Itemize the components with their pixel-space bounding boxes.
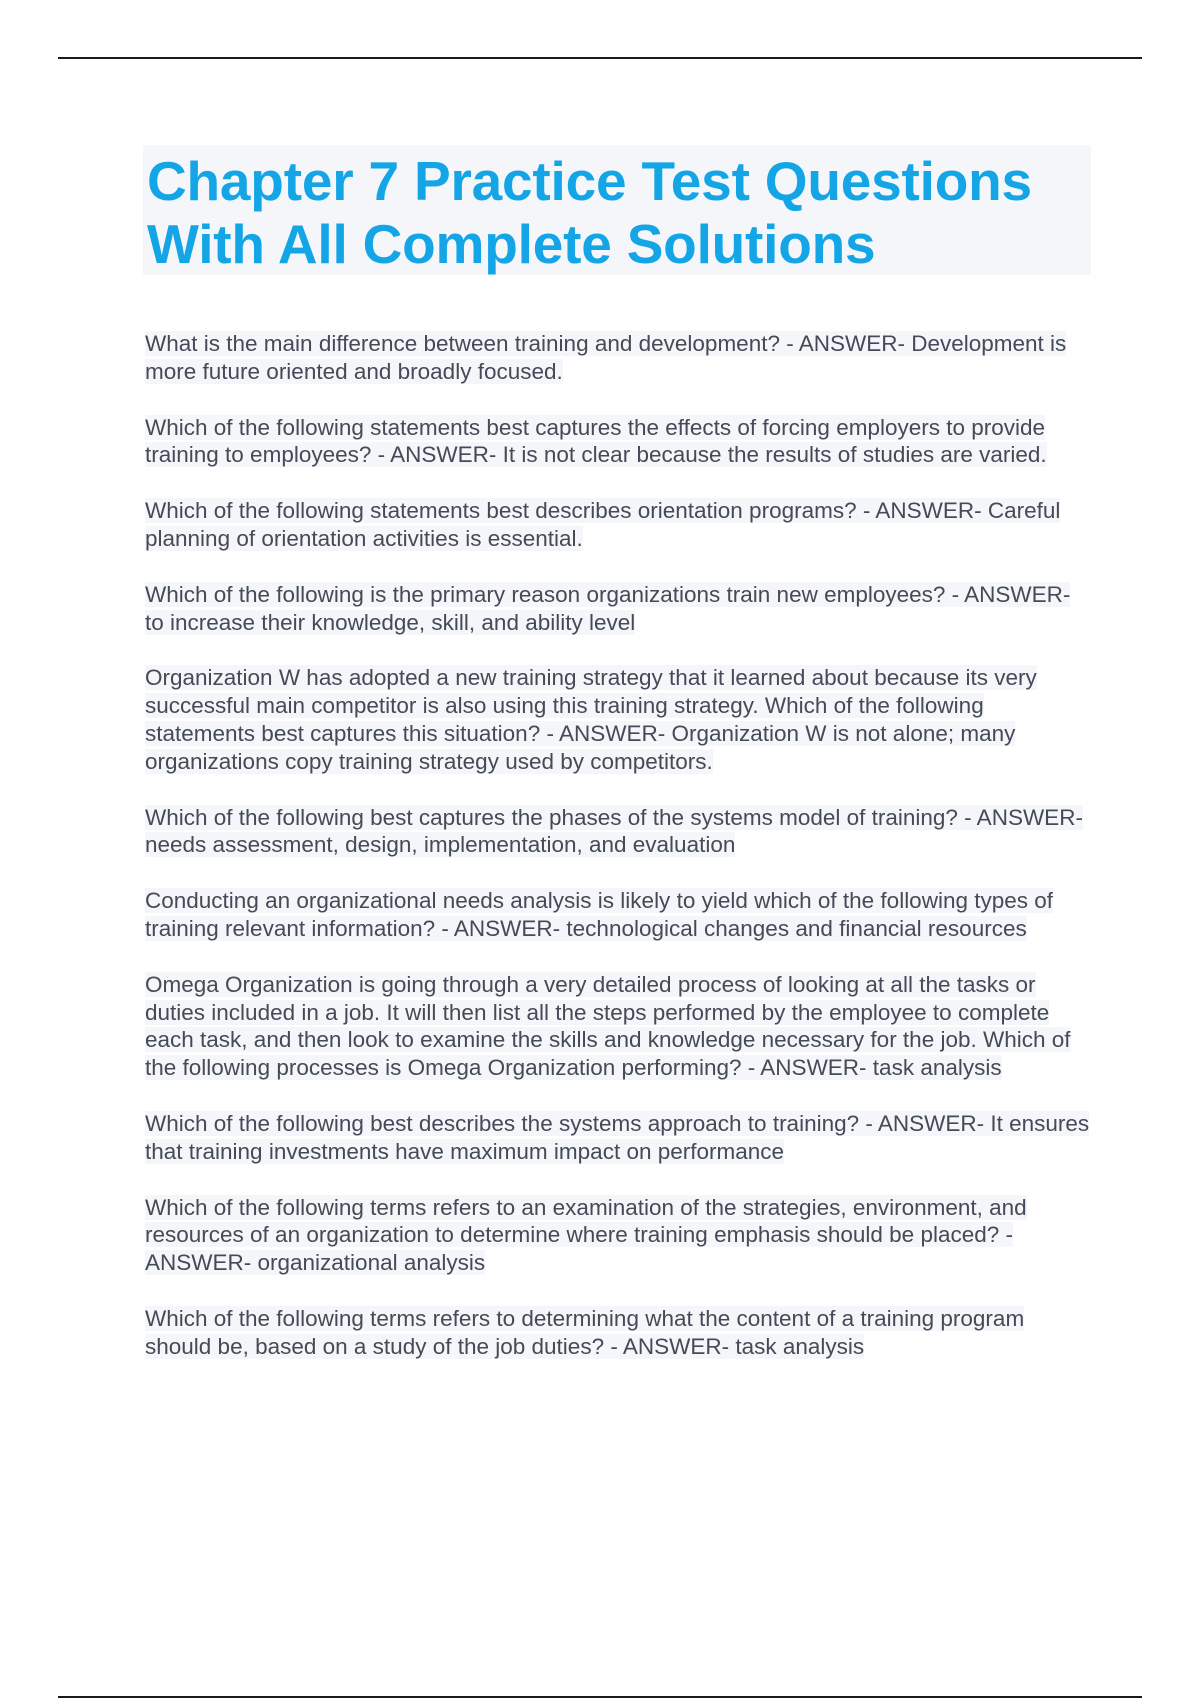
qa-item: [145, 1305, 1090, 1361]
qa-item: [145, 414, 1090, 470]
title-banner: [143, 145, 1091, 275]
qa-text: Which of the following is the primary reason organizations train new employees? - ANSWER- to increase their knowledge, skill, and ability level: [145, 581, 1071, 635]
qa-text: Which of the following statements best captures the effects of forcing employers to provide training to employees? - ANSWER- It is not clear because the results of studies are varied.: [145, 414, 1047, 468]
bottom-rule: [58, 1696, 1142, 1698]
qa-item: [145, 971, 1090, 1082]
qa-text: Which of the following terms refers to an examination of the strategies, environment, and resources of an organization to determine where training emphasis should be placed? - ANSWER- organizational analysis: [145, 1194, 1027, 1276]
qa-text: Organization W has adopted a new training strategy that it learned about because its very successful main competitor is also using this training strategy. Which of the following statements best captures this situation? - ANSWER- Organization W is not alone; many organizations copy training strategy used by competitors.: [145, 665, 1037, 774]
qa-text: Which of the following best describes the systems approach to training? - ANSWER- It ensures that training investments have maximum impact on performance: [145, 1110, 1090, 1164]
qa-text: Which of the following best captures the phases of the systems model of training? - ANSWER- needs assessment, design, implementation, and evaluation: [145, 804, 1083, 858]
qa-text: Which of the following terms refers to determining what the content of a training program should be, based on a study of the job duties? - ANSWER- task analysis: [145, 1305, 1025, 1359]
qa-text: Which of the following statements best describes orientation programs? - ANSWER- Careful planning of orientation activities is essential.: [145, 498, 1061, 551]
qa-text: Omega Organization is going through a very detailed process of looking at all the tasks or duties included in a job. It will then list all the steps performed by the employee to complete each task, and then look to examine the skills and knowledge necessary for the job. Which of the following processes is Omega Organization performing? - ANSWER- task analysis: [145, 971, 1071, 1081]
qa-text: Conducting an organizational needs analysis is likely to yield which of the following types of training relevant information? - ANSWER- technological changes and financial resources: [145, 888, 1054, 941]
qa-item: [145, 581, 1090, 637]
qa-text: What is the main difference between training and development? - ANSWER- Development is more future oriented and broadly focused.: [145, 331, 1067, 384]
document-title: [147, 150, 1087, 276]
title-line-2: With All Complete Solutions: [147, 213, 876, 275]
qa-item: [145, 497, 1090, 553]
qa-item: [145, 1110, 1090, 1166]
qa-item: [145, 887, 1090, 943]
top-rule: [58, 57, 1142, 59]
question-answer-list: [145, 330, 1090, 1389]
qa-item: [145, 664, 1090, 775]
qa-item: [145, 804, 1090, 860]
qa-item: [145, 330, 1090, 386]
title-line-1: Chapter 7 Practice Test Questions: [147, 150, 1032, 212]
qa-item: [145, 1194, 1090, 1277]
